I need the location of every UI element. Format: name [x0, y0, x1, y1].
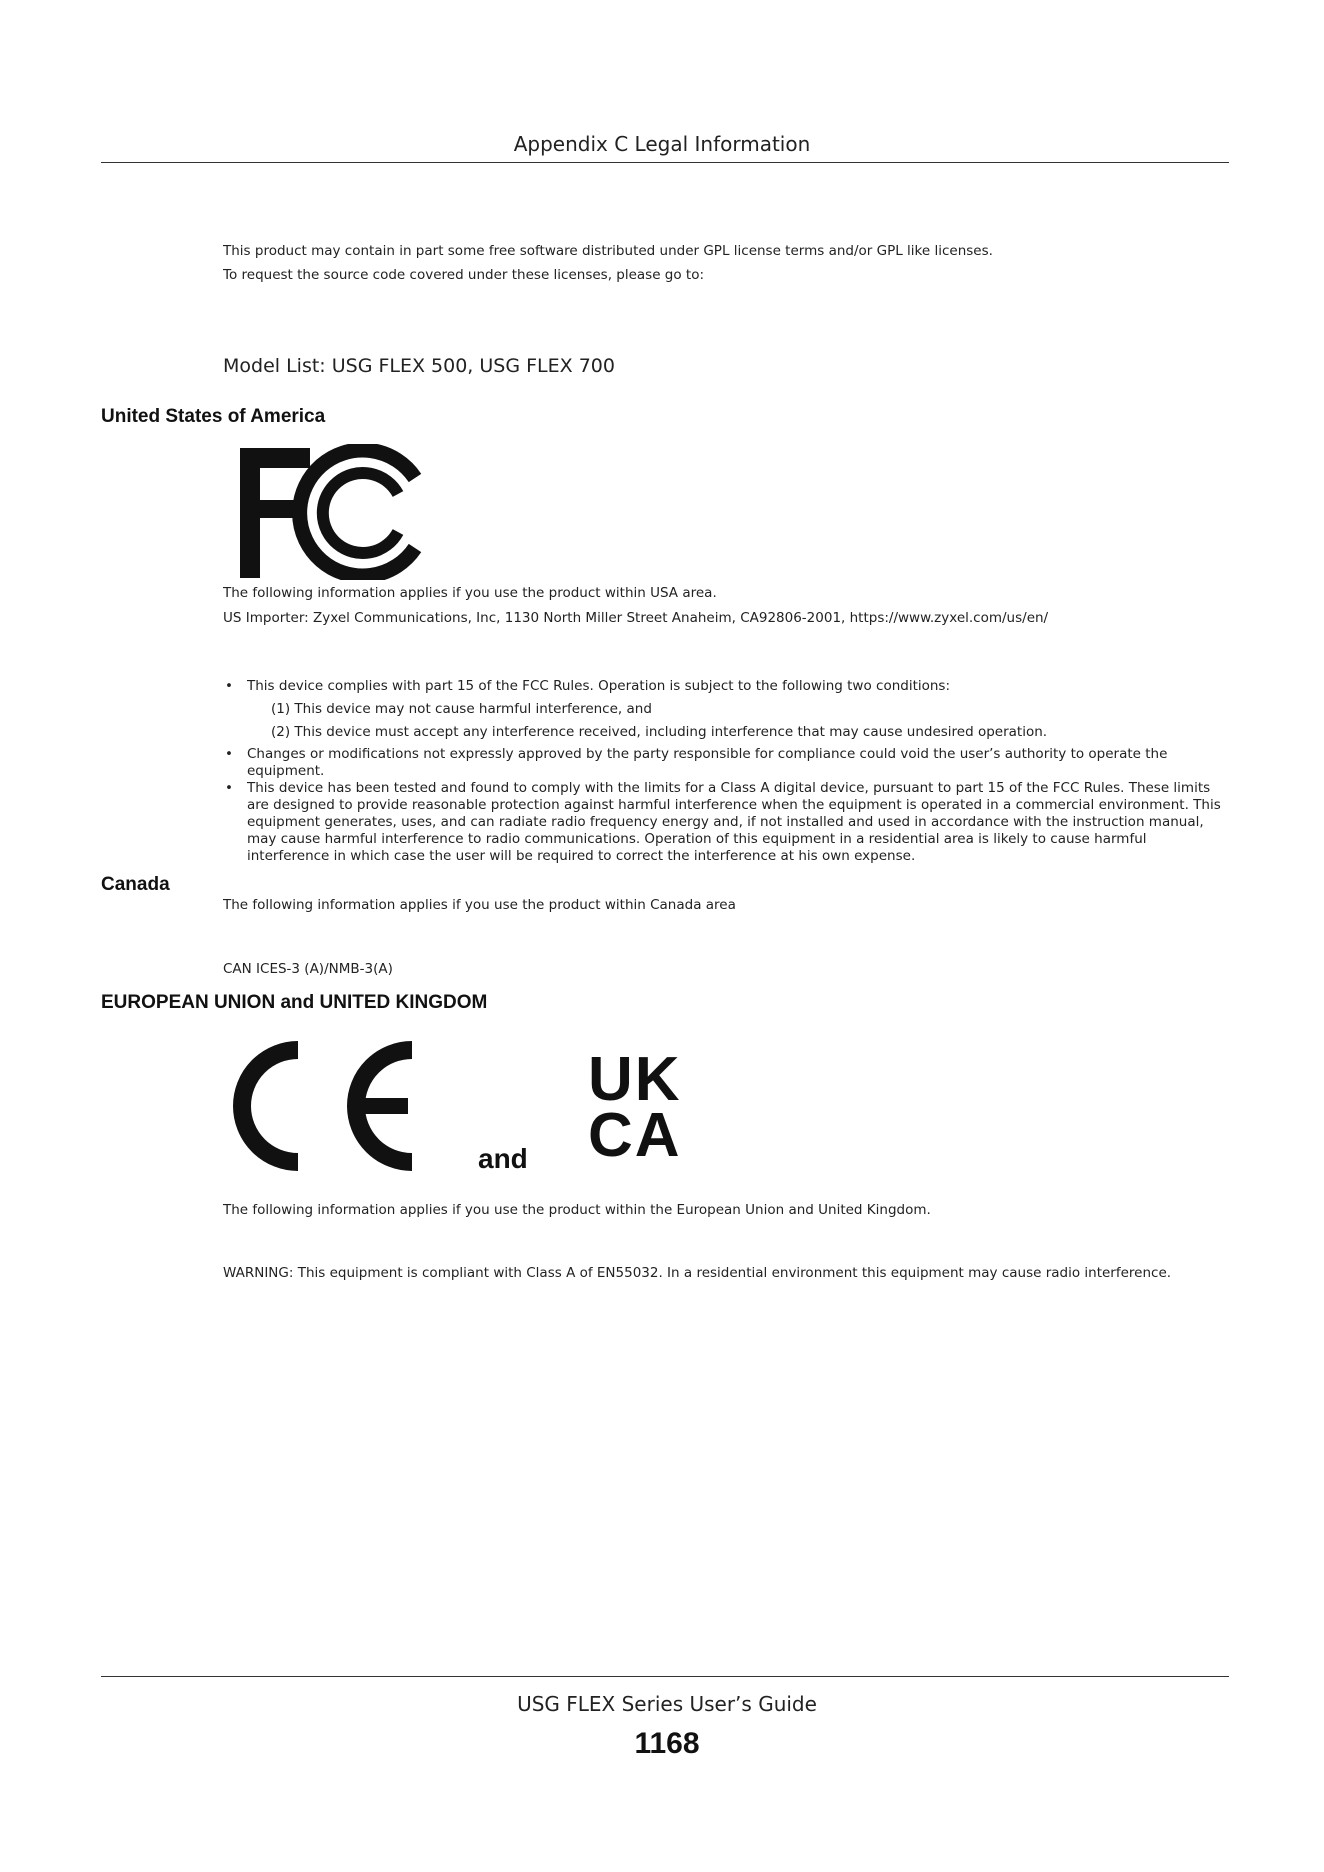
section-heading-usa: United States of America [101, 406, 326, 427]
fcc-statements [223, 678, 1233, 865]
gpl-notice-line1: This product may contain in part some free software distributed under GPL license terms and/or GPL like licenses. [223, 243, 993, 259]
canada-info: The following information applies if you use the product within Canada area [223, 897, 736, 913]
footer-guide-title: USG FLEX Series User’s Guide [517, 1692, 817, 1716]
ce-logo [230, 1036, 420, 1176]
footer-rule [101, 1676, 1229, 1677]
header-rule [101, 162, 1229, 163]
gpl-notice-line2: To request the source code covered under these licenses, please go to: [223, 267, 705, 283]
ukca-logo: UK CA [588, 1045, 682, 1170]
fcc-logo [238, 444, 424, 580]
condition-2: (2) This device must accept any interference received, including interference that may cause undesired operation. [271, 724, 1048, 740]
canada-ices: CAN ICES-3 (A)/NMB-3(A) [223, 961, 393, 977]
us-importer: US Importer: Zyxel Communications, Inc, 1130 North Miller Street Anaheim, CA92806-2001, https://www.zyxel.com/us/en/ [223, 610, 1049, 626]
condition-1: (1) This device may not cause harmful interference, and [271, 701, 652, 717]
eu-info: The following information applies if you use the product within the European Union and United Kingdom. [223, 1202, 931, 1218]
list-item: • This device complies with part 15 of the FCC Rules. Operation is subject to the following two conditions: (1) This device may not cause harmful interference, and (2) This device must accept any interference received, including interference that may cause undesired operation. [223, 678, 1233, 741]
and-label: and [478, 1143, 528, 1174]
list-item: • This device has been tested and found to comply with the limits for a Class A digital device, pursuant to part 15 of the FCC Rules. These limits are designed to provide reasonable protection against harmful interference when the equipment is operated in a commercial environment. This equipment generates, uses, and can radiate radio frequency energy and, if not installed and used in accordance with the instruction manual, may cause harmful interference to radio communications. Operation of this equipment in a residential area is likely to cause harmful interference in which case the user will be required to correct the interference at his own expense. [225, 780, 1221, 864]
usa-info: The following information applies if you use the product within USA area. [223, 585, 717, 601]
section-heading-eu-uk: EUROPEAN UNION and UNITED KINGDOM [101, 992, 488, 1013]
model-list: Model List: USG FLEX 500, USG FLEX 700 [223, 355, 615, 377]
section-heading-canada: Canada [101, 874, 170, 895]
page-header-title: Appendix C Legal Information [513, 132, 811, 156]
list-item: • Changes or modifications not expressly approved by the party responsible for compliance could void the user’s authority to operate the equipment. [225, 746, 1168, 779]
eu-warning: WARNING: This equipment is compliant with Class A of EN55032. In a residential environment this equipment may cause radio interference. [223, 1265, 1172, 1281]
page-number: 1168 [634, 1727, 700, 1760]
